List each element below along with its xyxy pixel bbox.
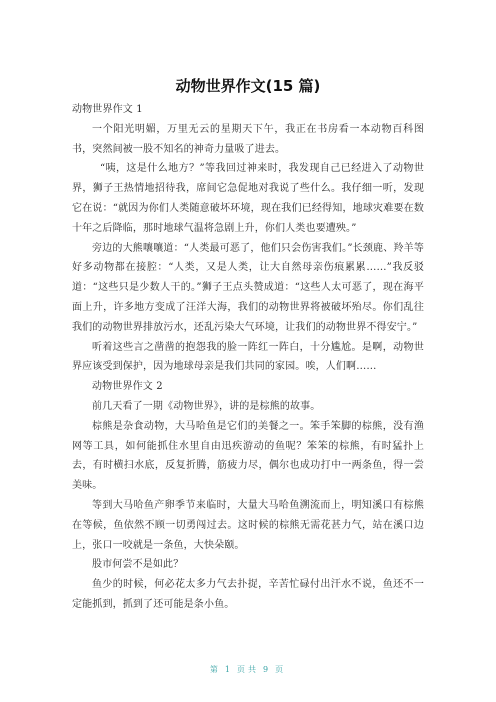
footer-prefix: 第: [209, 665, 221, 674]
footer-page-total: 9: [263, 665, 272, 674]
footer-page-current: 1: [224, 665, 233, 674]
section-heading-1: 动物世界作文 1: [72, 104, 143, 115]
paragraph: 旁边的大熊嚷嚷道：“人类最可恶了，他们只会伤害我们。”长颈鹿、羚羊等好多动物都在接腔：“人类，又是人类，让大自然母亲伤痕累累……”我反驳道：“这些只是少数人干的。”狮子王点头赞成道：“这些人太可恶了，现在海平面上升，许多地方变成了汪洋大海，我们的动物世界将被破坏殆尽。你们乱往我们的动物世界排放污水，还乱污染大气环境，让我们的动物世界不得安宁。”: [72, 242, 424, 333]
page-footer: [0, 664, 496, 675]
paragraph: 股市何尝不是如此？: [92, 559, 184, 571]
section-heading-2: 动物世界作文 2: [92, 381, 163, 393]
footer-mid: 页共: [237, 665, 259, 674]
footer-suffix: 页: [275, 665, 287, 674]
paragraph: 鱼少的时候，何必花太多力气去扑捉，辛苦忙碌付出汗水不说，鱼还不一定能抓到，抓到了还可能是条小鱼。: [72, 579, 424, 610]
paragraph: 听着这些言之凿凿的抱怨我的脸一阵红一阵白，十分尴尬。是啊，动物世界应该受到保护，因为地球母亲是我们共同的家园。唉，人们啊……: [72, 341, 424, 373]
paragraph: 等到大马哈鱼产卵季节来临时，大量大马哈鱼溯流而上，明知溪口有棕熊在等候，鱼依然不顾一切勇闯过去。这时候的棕熊无需花甚力气，站在溪口边上，张口一咬就是一条鱼，大快朵颐。: [72, 499, 424, 551]
paragraph: “咦，这是什么地方？”等我回过神来时，我发现自己已经进入了动物世界，狮子王热情地招待我，席间它急促地对我说了些什么。我仔细一听，发现它在说：“就因为你们人类随意破坏环境，现在我们已经得知，地球灾难要在数十年之后降临，那时地球气温将急剧上升，你们人类也要遭殃。”: [72, 163, 424, 234]
document-title: 动物世界作文(15 篇): [175, 77, 321, 95]
document-body: [72, 100, 424, 615]
paragraph: 前几天看了一期《动物世界》，讲的是棕熊的故事。: [92, 400, 321, 412]
paragraph: 一个阳光明媚，万里无云的星期天下午，我正在书房看一本动物百科图书，突然间被一股不知名的神奇力量吸了进去。: [72, 123, 424, 155]
paragraph: 棕熊是杂食动物，大马哈鱼是它们的美餐之一。笨手笨脚的棕熊，没有渔网等工具，如何能抓住水里自由迅疾游动的鱼呢？笨笨的棕熊，有时猛扑上去，有时横扫水底，反复折腾，筋疲力尽，偶尔也成功打中一两条鱼，得一尝美味。: [72, 420, 424, 492]
